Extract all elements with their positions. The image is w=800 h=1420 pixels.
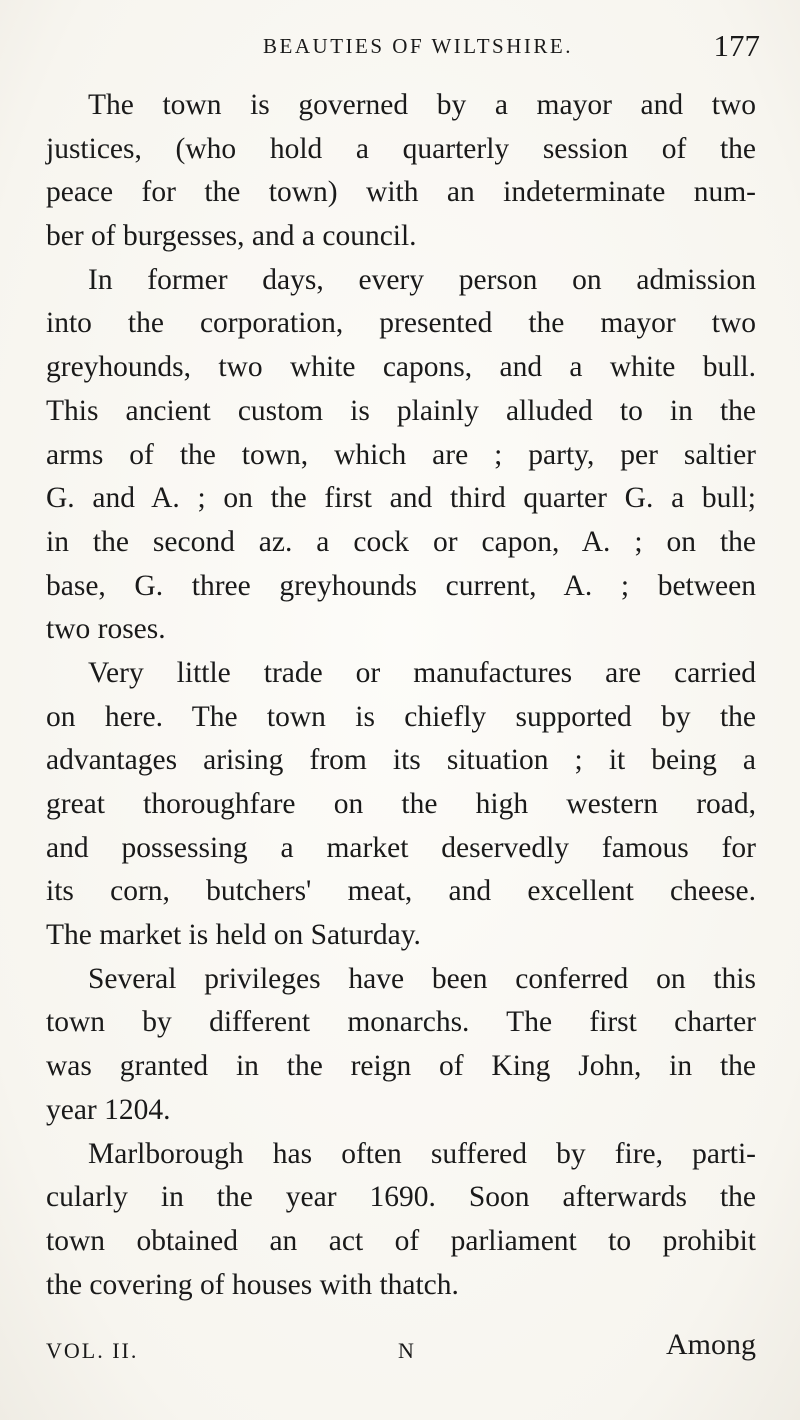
text-line: on here. The town is chiefly supported by the (46, 700, 756, 733)
text-line: Marlborough has often suffered by fire, parti- (88, 1137, 756, 1170)
text-line: town by different monarchs. The first charter (46, 1006, 756, 1039)
volume-signature: VOL. II. (46, 1338, 139, 1363)
paragraph (46, 652, 756, 958)
text-line: advantages arising from its situation ; it being a (46, 744, 756, 777)
text-line: town obtained an act of parliament to prohibit (46, 1224, 756, 1257)
text-line: in the second az. a cock or capon, A. ; on the (46, 525, 756, 558)
text-line: base, G. three greyhounds current, A. ; between (46, 569, 756, 602)
text-line: its corn, butchers' meat, and excellent cheese. (46, 875, 756, 908)
text-line: into the corporation, presented the mayor two (46, 307, 756, 340)
text-line: was granted in the reign of King John, in the (46, 1050, 756, 1083)
paragraph (46, 259, 756, 652)
text-line: The town is governed by a mayor and two (88, 89, 756, 121)
paragraph (46, 84, 756, 259)
text-line: great thoroughfare on the high western road, (46, 788, 756, 820)
text-line: Several privileges have been conferred on this (88, 962, 756, 995)
text-line: and possessing a market deservedly famous for (46, 831, 756, 864)
text-line: year 1204. (46, 1093, 171, 1126)
page-footer (46, 1328, 756, 1372)
text-line: In former days, every person on admission (88, 263, 756, 296)
text-line: G. and A. ; on the first and third quarter G. a bull; (46, 482, 756, 515)
text-line: arms of the town, which are ; party, per saltier (46, 438, 756, 471)
body-text (46, 84, 756, 1307)
running-head (46, 26, 760, 70)
paragraph (46, 1133, 756, 1308)
running-title: BEAUTIES OF WILTSHIRE. (263, 34, 573, 58)
text-line: greyhounds, two white capons, and a white bull. (46, 351, 756, 384)
catchword: Among (666, 1328, 756, 1361)
text-line: cularly in the year 1690. Soon afterwards the (46, 1181, 756, 1214)
text-line: the covering of houses with thatch. (46, 1268, 459, 1301)
page-number: 177 (713, 28, 760, 63)
text-line: ber of burgesses, and a council. (46, 220, 417, 253)
text-line: This ancient custom is plainly alluded to in the (46, 394, 756, 427)
text-line: justices, (who hold a quarterly session of the (46, 132, 756, 165)
sheet-mark: N (398, 1338, 414, 1363)
text-line: two roses. (46, 613, 166, 646)
text-line: Very little trade or manufactures are carried (88, 656, 756, 689)
text-line: The market is held on Saturday. (46, 919, 421, 952)
paragraph (46, 958, 756, 1133)
text-line: peace for the town) with an indeterminate num- (46, 176, 756, 209)
